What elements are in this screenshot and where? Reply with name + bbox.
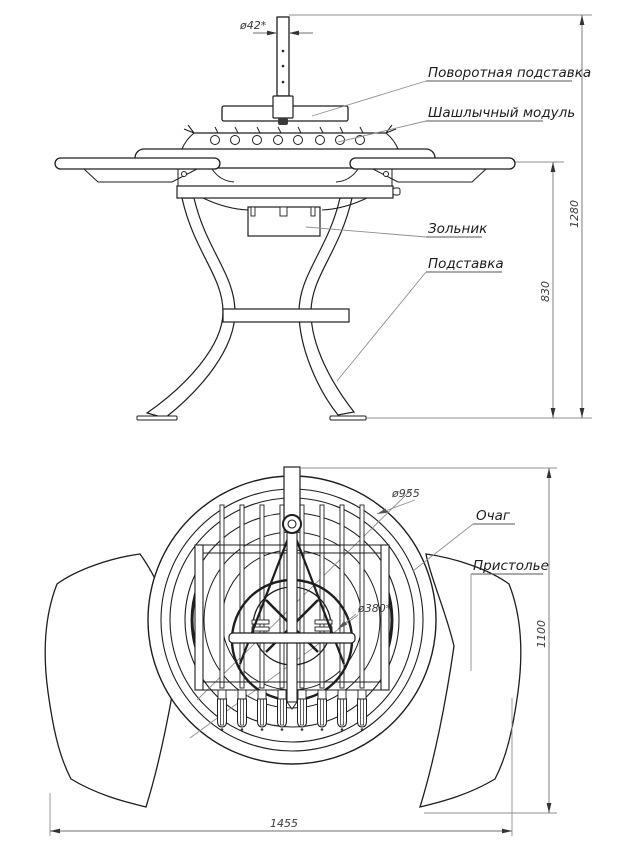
bowl-band [177,168,400,198]
side-view [55,15,592,420]
funnel-left [203,198,248,210]
skewer-module [182,125,398,149]
dim-width: 1455 [270,817,298,830]
dim-post-diameter: ø42* [240,19,267,32]
top-view [45,467,557,836]
valve-knob [393,188,400,195]
callout-ash-pan: Зольник [428,221,488,237]
ash-pan [248,207,320,236]
skewer-handle-rings [211,127,365,145]
dim-inner-diameter: ø380* [358,602,392,615]
dim-depth: 1100 [535,620,548,648]
rotor-crossbar [229,633,355,643]
dim-hearth-diameter: ø955 [392,487,420,500]
legs-crossbar [223,309,349,322]
callout-skewer-module: Шашлычный модуль [428,105,576,121]
callout-side-table: Пристолье [473,558,549,574]
callout-stand: Подставка [428,256,504,272]
dim-total-height: 1280 [568,200,581,228]
rotisserie-post [277,17,289,96]
dim-table-height: 830 [539,281,552,302]
callout-rotating-stand: Поворотная подставка [428,65,592,81]
callout-hearth: Очаг [476,508,510,524]
right-foot [330,416,366,420]
hanger-ring [283,515,301,533]
left-foot [137,416,177,420]
